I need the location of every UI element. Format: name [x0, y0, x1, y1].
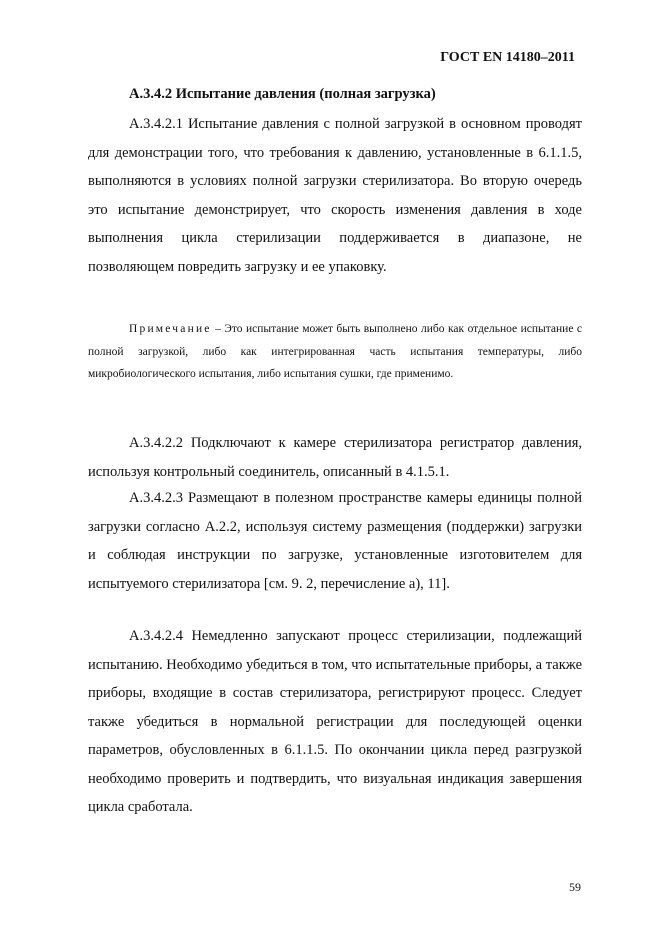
- section-heading: А.3.4.2 Испытание давления (полная загрузка): [129, 86, 436, 102]
- note-text: – Это испытание может быть выполнено либо как отдельное испытание с полной загрузкой, либо как интегрированная часть испытания температуры, либо микробиологического испытания, либо испытания сушки, где применимо.: [88, 323, 582, 380]
- paragraph-a3422: А.3.4.2.2 Подключают к камере стерилизатора регистратор давления, используя контрольный соединитель, описанный в 4.1.5.1.: [88, 435, 582, 480]
- standard-designation: ГОСТ EN 14180–2011: [440, 50, 575, 65]
- note-label: Примечание: [129, 323, 212, 335]
- note-block: [88, 318, 582, 386]
- paragraph-a3423: А.3.4.2.3 Размещают в полезном пространстве камеры единицы полной загрузки согласно А.2.2, используя систему размещения (поддержки) загрузки и соблюдая инструкции по загрузке, установленные изготовителем для испытуемого стерилизатора [см. 9. 2, перечисление а), 11].: [88, 490, 582, 592]
- page-number: 59: [569, 880, 581, 894]
- paragraph-a3421: А.3.4.2.1 Испытание давления с полной загрузкой в основном проводят для демонстрации того, что требования к давлению, установленные в 6.1.1.5, выполняются в условиях полной загрузки стерилизатора. Во вторую очередь это испытание демонстрирует, что скорость изменения давления в ходе выполнения цикла стерилизации поддерживается в диапазоне, не позволяющем повредить загрузку и ее упаковку.: [88, 116, 582, 275]
- paragraph-a3424: А.3.4.2.4 Немедленно запускают процесс стерилизации, подлежащий испытанию. Необходимо убедиться в том, что испытательные приборы, а также приборы, входящие в состав стерилизатора, регистрируют процесс. Следует также убедиться в нормальной регистрации для последующей оценки параметров, обусловленных в 6.1.1.5. По окончании цикла перед разгрузкой необходимо проверить и подтвердить, что визуальная индикация завершения цикла сработала.: [88, 628, 582, 815]
